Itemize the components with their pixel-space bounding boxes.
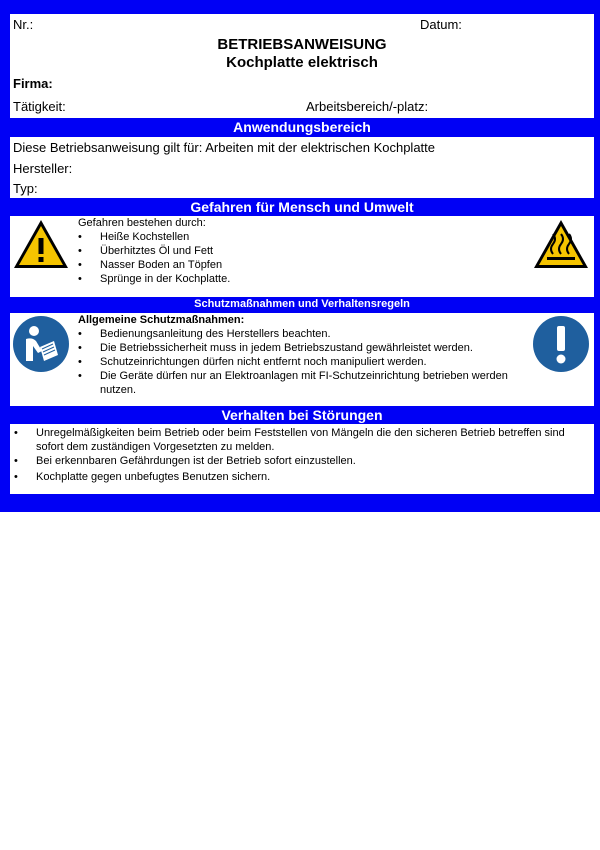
list-item: • Die Betriebssicherheit muss in jedem Betriebszustand gewährleistet werden. bbox=[78, 342, 473, 354]
gefahren-intro: Gefahren bestehen durch: bbox=[78, 217, 206, 229]
list-item: • Bedienungsanleitung des Herstellers beachten. bbox=[78, 328, 331, 340]
anwendung-panel bbox=[10, 137, 594, 198]
gefahren-list bbox=[78, 230, 230, 286]
gefahren-panel bbox=[10, 216, 594, 297]
stoerungen-heading: Verhalten bei Störungen bbox=[221, 407, 383, 423]
stoerungen-panel bbox=[10, 424, 594, 494]
page-title: BETRIEBSANWEISUNG bbox=[217, 36, 387, 53]
list-item-continuation: sofort dem zuständigen Vorgesetzten zu melden. bbox=[36, 441, 275, 453]
list-item: • Nasser Boden an Töpfen bbox=[78, 259, 223, 271]
list-item: • Sprünge in der Kochplatte. bbox=[78, 273, 231, 285]
list-item: • Überhitztes Öl und Fett bbox=[78, 245, 214, 257]
arbeitsbereich-label: Arbeitsbereich/-platz: bbox=[306, 99, 429, 114]
list-item: • Heiße Kochstellen bbox=[78, 231, 190, 243]
list-item: • Die Geräte dürfen nur an Elektroanlagen mit FI-Schutzeinrichtung betrieben werden bbox=[78, 370, 508, 382]
firma-label: Firma: bbox=[13, 76, 53, 91]
page-subtitle: Kochplatte elektrisch bbox=[226, 54, 378, 71]
hot-surface-icon bbox=[532, 218, 590, 270]
datum-label: Datum: bbox=[420, 17, 462, 32]
warning-triangle-icon bbox=[12, 218, 70, 270]
gefahren-heading: Gefahren für Mensch und Umwelt bbox=[190, 199, 414, 215]
anwendung-heading: Anwendungsbereich bbox=[233, 119, 371, 135]
list-item-continuation: nutzen. bbox=[100, 384, 137, 396]
schutz-panel bbox=[10, 313, 594, 406]
list-item: • Bei erkennbaren Gefährdungen ist der Betrieb sofort einzustellen. bbox=[14, 455, 356, 467]
stoerungen-list bbox=[14, 426, 565, 484]
list-item: • Schutzeinrichtungen dürfen nicht entfernt noch manipuliert werden. bbox=[78, 356, 427, 368]
list-item: • Kochplatte gegen unbefugtes Benutzen sichern. bbox=[14, 471, 271, 483]
list-item: • Unregelmäßigkeiten beim Betrieb oder beim Feststellen von Mängeln die den sicheren Betrieb betreffen sind bbox=[14, 427, 565, 439]
taetigkeit-label: Tätigkeit: bbox=[13, 99, 66, 114]
schutz-heading: Schutzmaßnahmen und Verhaltensregeln bbox=[194, 298, 410, 310]
header-panel bbox=[10, 14, 594, 118]
schutz-list bbox=[78, 327, 508, 397]
schutz-intro: Allgemeine Schutzmaßnahmen: bbox=[78, 314, 245, 326]
mandatory-exclamation-icon bbox=[532, 315, 590, 373]
typ-label: Typ: bbox=[13, 181, 38, 196]
hersteller-label: Hersteller: bbox=[13, 161, 73, 176]
nr-label: Nr.: bbox=[13, 17, 34, 32]
read-manual-icon bbox=[12, 315, 70, 373]
anwendung-scope-text: Diese Betriebsanweisung gilt für: Arbeiten mit der elektrischen Kochplatte bbox=[13, 140, 435, 155]
